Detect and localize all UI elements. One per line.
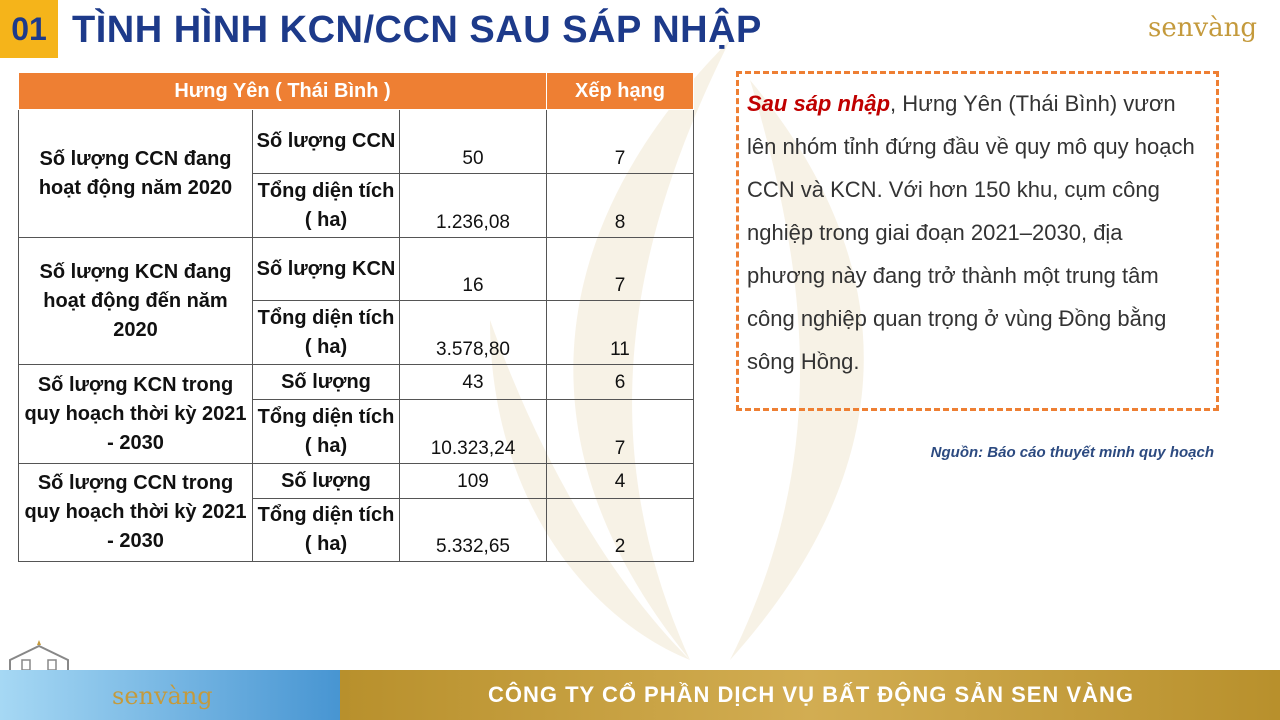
summary-note-box (736, 71, 1219, 411)
table-row (19, 110, 694, 174)
metric-value: 16 (400, 238, 547, 301)
rank-value: 4 (547, 464, 694, 499)
group-label: Số lượng KCN trong quy hoạch thời kỳ 2021 - 2030 (19, 365, 253, 464)
rank-value: 8 (547, 174, 694, 238)
header-region: Hưng Yên ( Thái Bình ) (19, 73, 547, 110)
table-header-row (19, 73, 694, 110)
group-label: Số lượng KCN đang hoạt động đến năm 2020 (19, 238, 253, 365)
building-icon (6, 640, 72, 672)
metric-label: Số lượng KCN (253, 238, 400, 301)
metric-label: Tổng diện tích ( ha) (253, 499, 400, 562)
metric-value: 50 (400, 110, 547, 174)
logo-text: senvàng (1148, 13, 1258, 43)
table-row (19, 238, 694, 301)
metric-label: Số lượng (253, 464, 400, 499)
source-caption: Nguồn: Báo cáo thuyết minh quy hoạch (930, 444, 1214, 461)
metric-label: Tổng diện tích ( ha) (253, 400, 400, 464)
footer-company-name: CÔNG TY CỔ PHẦN DỊCH VỤ BẤT ĐỘNG SẢN SEN VÀNG (488, 682, 1134, 707)
metric-label: Tổng diện tích ( ha) (253, 174, 400, 238)
metric-value: 3.578,80 (400, 301, 547, 365)
rank-value: 7 (547, 400, 694, 464)
section-number-badge: 01 (0, 0, 58, 58)
sen-vang-logo (1148, 4, 1272, 48)
metric-label: Số lượng (253, 365, 400, 400)
metric-label: Tổng diện tích ( ha) (253, 301, 400, 365)
group-label: Số lượng CCN trong quy hoạch thời kỳ 2021 - 2030 (19, 464, 253, 562)
group-label: Số lượng CCN đang hoạt động năm 2020 (19, 110, 253, 238)
rank-value: 2 (547, 499, 694, 562)
note-highlight: Sau sáp nhập (747, 91, 891, 116)
industrial-zones-table (18, 72, 694, 562)
table-row (19, 365, 694, 400)
rank-value: 7 (547, 238, 694, 301)
rank-value: 11 (547, 301, 694, 365)
rank-value: 6 (547, 365, 694, 400)
metric-value: 109 (400, 464, 547, 499)
metric-value: 10.323,24 (400, 400, 547, 464)
footer-logo-text: senvàng (112, 682, 213, 710)
footer-sen-vang-logo (112, 674, 234, 716)
rank-value: 7 (547, 110, 694, 174)
metric-label: Số lượng CCN (253, 110, 400, 174)
metric-value: 1.236,08 (400, 174, 547, 238)
header-rank: Xếp hạng (547, 73, 694, 110)
page-title: TÌNH HÌNH KCN/CCN SAU SÁP NHẬP (72, 9, 762, 51)
metric-value: 43 (400, 365, 547, 400)
table-row (19, 464, 694, 499)
note-body: , Hưng Yên (Thái Bình) vươn lên nhóm tỉnh đứng đầu về quy mô quy hoạch CCN và KCN. Với hơn 150 khu, cụm công nghiệp trong giai đoạn 2021–2030, địa phương này đang trở thành một trung tâm công nghiệp quan trọng ở vùng Đồng bằng sông Hồng. (747, 91, 1195, 374)
metric-value: 5.332,65 (400, 499, 547, 562)
